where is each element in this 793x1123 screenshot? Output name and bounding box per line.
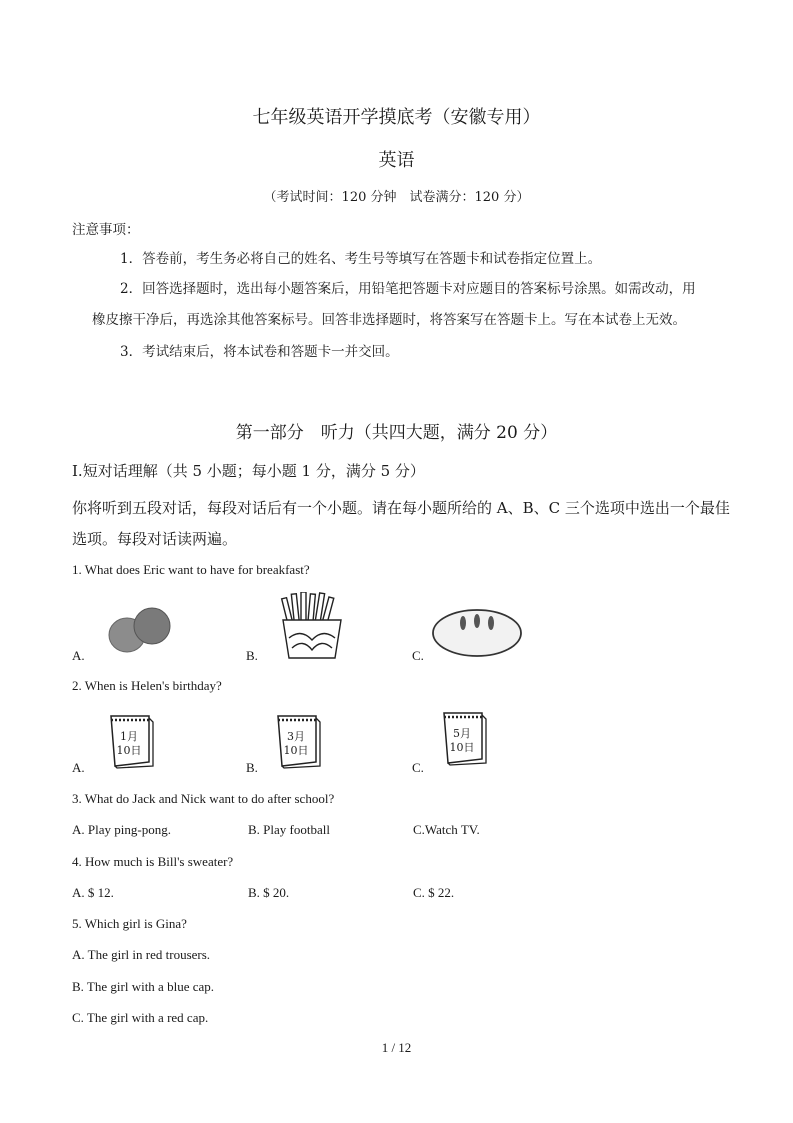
question-1-stem: 1. What does Eric want to have for breakfast? (72, 562, 310, 577)
eggs-image (104, 604, 174, 656)
calendar-day-label: 10日 (116, 744, 142, 757)
question-2-option-c: C. (412, 760, 424, 775)
question-1-option-c: C. (412, 648, 424, 663)
calendar-january-icon (107, 712, 155, 770)
question-4-option-b: B. $ 20. (248, 885, 290, 900)
question-2-option-b: B. (246, 760, 258, 775)
bread-image (431, 608, 523, 658)
question-4-stem: 4. How much is Bill's sweater? (72, 854, 234, 869)
calendar-month-label: 5月 (453, 727, 471, 740)
question-5-option-c: C. The girl with a red cap. (72, 1010, 209, 1025)
notice-item-2-line-1: 2．回答选择题时，选出每小题答案后，用铅笔把答题卡对应题目的答案标号涂黑。如需改动，用 (120, 281, 696, 297)
question-3-stem: 3. What do Jack and Nick want to do after school? (72, 791, 335, 806)
section-instructions: 你将听到五段对话，每段对话后有一个小题。请在每小题所给的 A、B、C 三个选项中选出一个最佳选项。每段对话读两遍。 (72, 499, 730, 548)
calendar-march-icon (274, 712, 322, 770)
subject-title: 英语 (378, 150, 415, 171)
question-5-stem: 5. Which girl is Gina? (72, 916, 187, 931)
calendar-month-label: 3月 (287, 730, 305, 743)
question-1-option-a: A. (72, 648, 85, 663)
question-3-option-b: B. Play football (248, 822, 330, 837)
calendar-may-icon (440, 709, 488, 767)
page-number: 1 / 12 (381, 1040, 412, 1055)
calendar-day-label: 10日 (449, 741, 475, 754)
question-1-option-b: B. (246, 648, 258, 663)
calendar-month-label: 1月 (120, 730, 138, 743)
notice-item-2-line-2: 橡皮擦干净后，再选涂其他答案标号。回答非选择题时，将答案写在答题卡上。写在本试卷上无效。 (92, 312, 686, 328)
notice-item-3: 3．考试结束后，将本试卷和答题卡一并交回。 (120, 344, 399, 360)
part-title: 第一部分 听力（共四大题，满分 20 分） (235, 423, 558, 443)
calendar-day-label: 10日 (283, 744, 309, 757)
question-4-option-a: A. $ 12. (72, 885, 114, 900)
question-5-option-b: B. The girl with a blue cap. (72, 979, 215, 994)
notice-heading: 注意事项： (72, 222, 140, 238)
exam-info: （考试时间：120 分钟 试卷满分：120 分） (263, 190, 530, 205)
section-title: Ⅰ.短对话理解（共 5 小题；每小题 1 分，满分 5 分） (72, 462, 425, 480)
question-2-stem: 2. When is Helen's birthday? (72, 678, 222, 693)
question-3-option-a: A. Play ping-pong. (72, 822, 171, 837)
fries-image (275, 592, 349, 660)
question-3-option-c: C.Watch TV. (413, 822, 480, 837)
question-4-option-c: C. $ 22. (413, 885, 455, 900)
question-5-option-a: A. The girl in red trousers. (72, 947, 211, 962)
question-2-option-a: A. (72, 760, 85, 775)
notice-item-1: 1．答卷前，考生务必将自己的姓名、考生号等填写在答题卡和试卷指定位置上。 (120, 251, 602, 267)
page-title: 七年级英语开学摸底考（安徽专用） (252, 107, 541, 128)
